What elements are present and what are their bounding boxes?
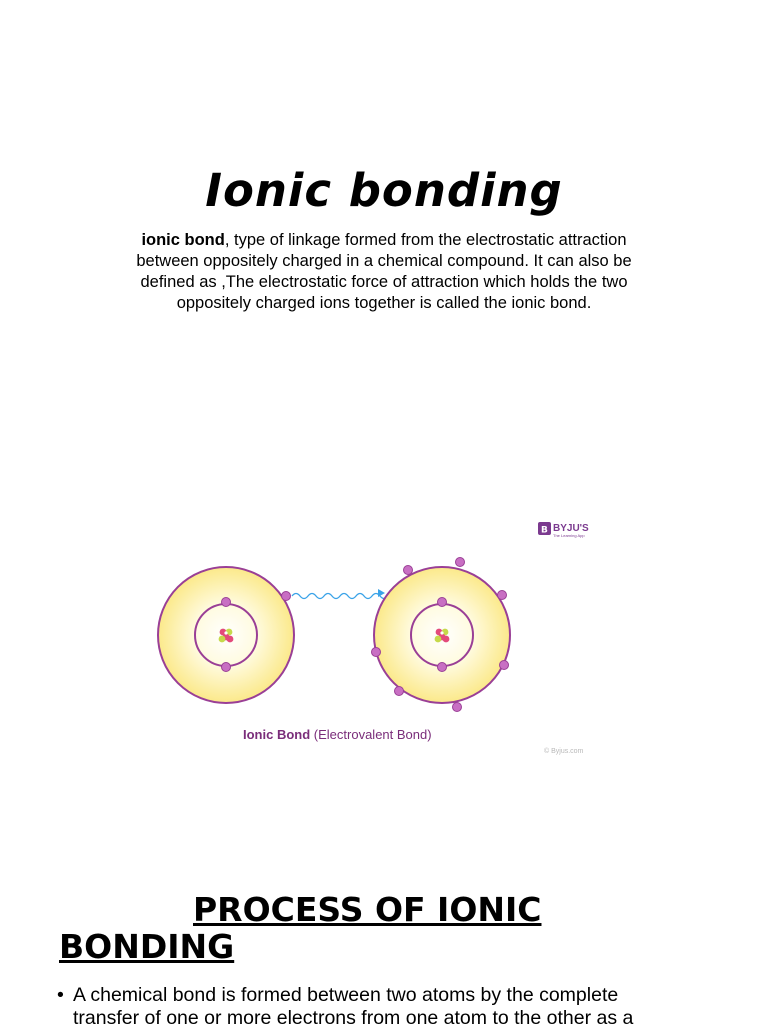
intro-term: ionic bond	[141, 231, 225, 249]
section-heading-line1: PROCESS OF IONIC	[193, 890, 542, 929]
svg-text:B: B	[541, 525, 548, 536]
bullet-icon: •	[57, 984, 64, 1006]
brand-name: BYJU'S	[553, 523, 589, 534]
right-atom	[372, 558, 511, 712]
electron-transfer-arrow	[292, 589, 388, 599]
intro-definition: , type of linkage formed from the electrostatic attraction between oppositely charged in a chemical compound. It can also be defined as ,The electrostatic force of attraction which holds the two oppositely charged ions together is called the ionic bond.	[136, 231, 632, 312]
section-heading	[59, 891, 659, 965]
left-atom	[158, 567, 294, 703]
page-title: Ionic bonding	[205, 164, 563, 217]
byjus-logo	[538, 522, 589, 538]
caption-bold: Ionic Bond	[243, 727, 311, 742]
caption-rest: (Electrovalent Bond)	[310, 727, 432, 742]
figure-credit: © Byjus.com	[544, 748, 584, 755]
ionic-bond-figure	[140, 505, 620, 765]
brand-tagline: The Learning App	[553, 533, 585, 538]
bullet-line-1: A chemical bond is formed between two atoms by the complete	[73, 984, 619, 1006]
atom-diagram-icon	[140, 505, 620, 765]
figure-caption	[243, 727, 432, 742]
section-heading-line2: BONDING	[59, 927, 235, 966]
intro-paragraph	[110, 230, 658, 314]
bullet-line-2: transfer of one or more electrons from one atom to the other as a	[73, 1007, 634, 1029]
bullet-item	[57, 984, 697, 1030]
